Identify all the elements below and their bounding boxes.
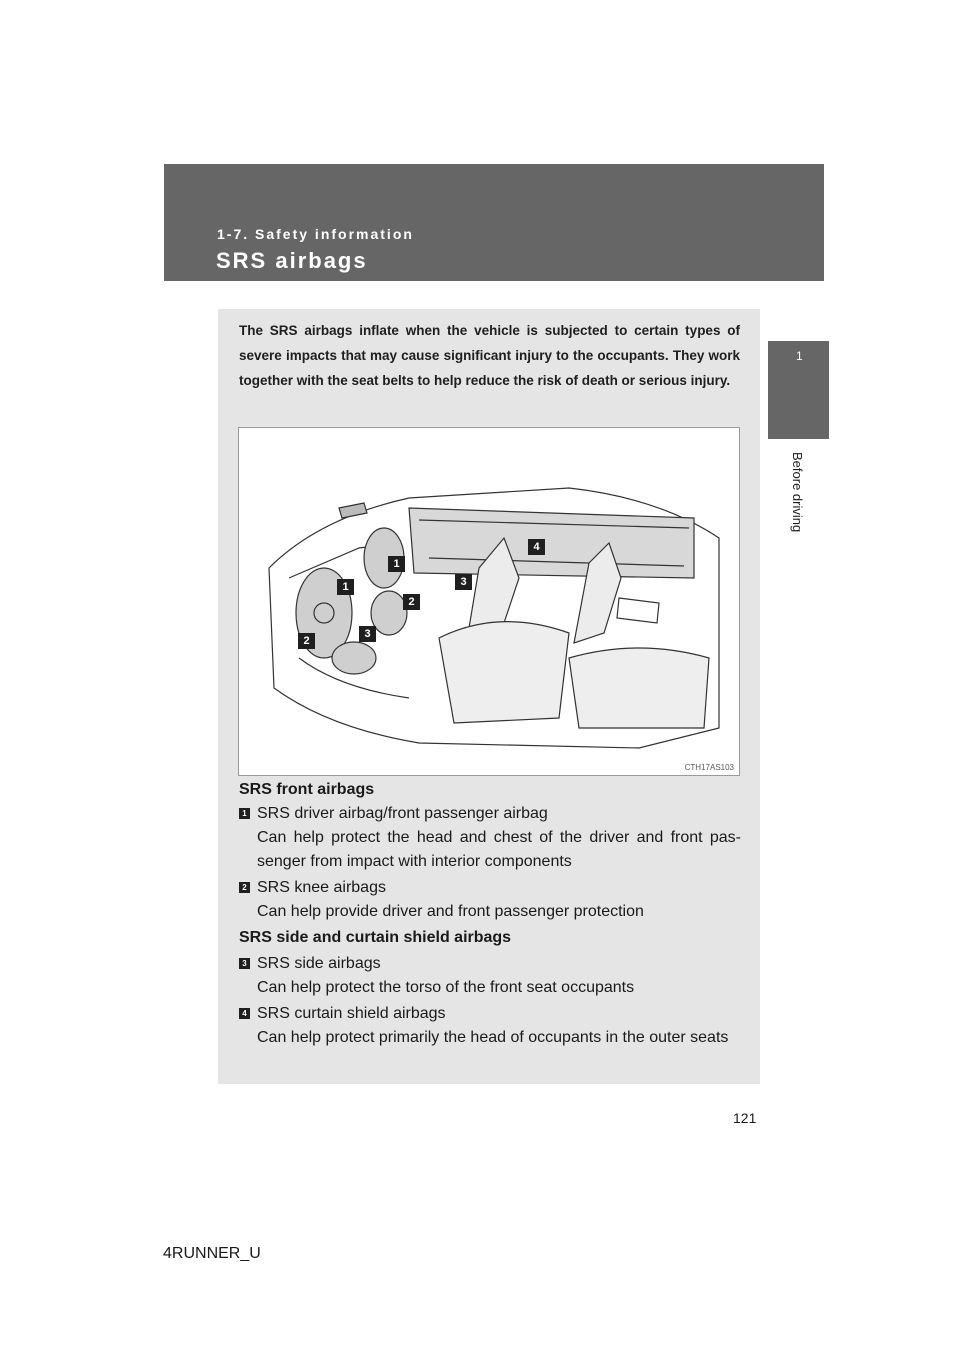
front-airbags-heading: SRS front airbags bbox=[239, 781, 375, 798]
vehicle-interior-drawing bbox=[239, 428, 739, 775]
item-description: Can help protect the head and chest of the driver and front pas-senger from impact with interior components bbox=[257, 829, 741, 870]
item-title: SRS curtain shield airbags bbox=[257, 1005, 446, 1022]
callout-1-driver: 1 bbox=[337, 579, 354, 595]
item-description: Can help provide driver and front passenger protection bbox=[257, 903, 644, 920]
callout-1-passenger: 1 bbox=[388, 556, 405, 572]
item-description: Can help protect primarily the head of occupants in the outer seats bbox=[257, 1029, 729, 1046]
airbag-illustration bbox=[238, 427, 740, 776]
callout-3-driver: 3 bbox=[359, 626, 376, 642]
item-title: SRS knee airbags bbox=[257, 879, 386, 896]
list-item bbox=[239, 952, 741, 1000]
page-title: SRS airbags bbox=[216, 248, 368, 273]
item-number-badge: 4 bbox=[239, 1008, 250, 1019]
list-item bbox=[239, 876, 741, 924]
chapter-tab[interactable] bbox=[768, 341, 829, 439]
callout-3-passenger: 3 bbox=[455, 574, 472, 590]
chapter-number: 1 bbox=[796, 349, 803, 363]
chapter-label: Before driving bbox=[790, 452, 805, 533]
section-label: 1-7. Safety information bbox=[217, 226, 414, 242]
intro-text: The SRS airbags inflate when the vehicle is subjected to certain types of severe impacts that may cause significant injury to the occupants. They work together with the seat belts to help reduce the risk of death or serious injury. bbox=[239, 323, 740, 388]
item-number-badge: 3 bbox=[239, 958, 250, 969]
item-title: SRS driver airbag/front passenger airbag bbox=[257, 805, 548, 822]
item-number-badge: 2 bbox=[239, 882, 250, 893]
side-airbags-heading: SRS side and curtain shield airbags bbox=[239, 929, 512, 946]
figure-code: CTH17AS103 bbox=[684, 763, 734, 772]
item-description: Can help protect the torso of the front seat occupants bbox=[257, 979, 635, 996]
document-code: 4RUNNER_U bbox=[163, 1245, 261, 1262]
callout-4-curtain: 4 bbox=[528, 539, 545, 555]
item-title: SRS side airbags bbox=[257, 955, 381, 972]
airbag-list bbox=[239, 778, 741, 1050]
page-number: 121 bbox=[733, 1110, 757, 1126]
list-item bbox=[239, 802, 741, 874]
item-number-badge: 1 bbox=[239, 808, 250, 819]
callout-2-passenger: 2 bbox=[403, 594, 420, 610]
list-item bbox=[239, 1002, 741, 1050]
callout-2-driver: 2 bbox=[298, 633, 315, 649]
